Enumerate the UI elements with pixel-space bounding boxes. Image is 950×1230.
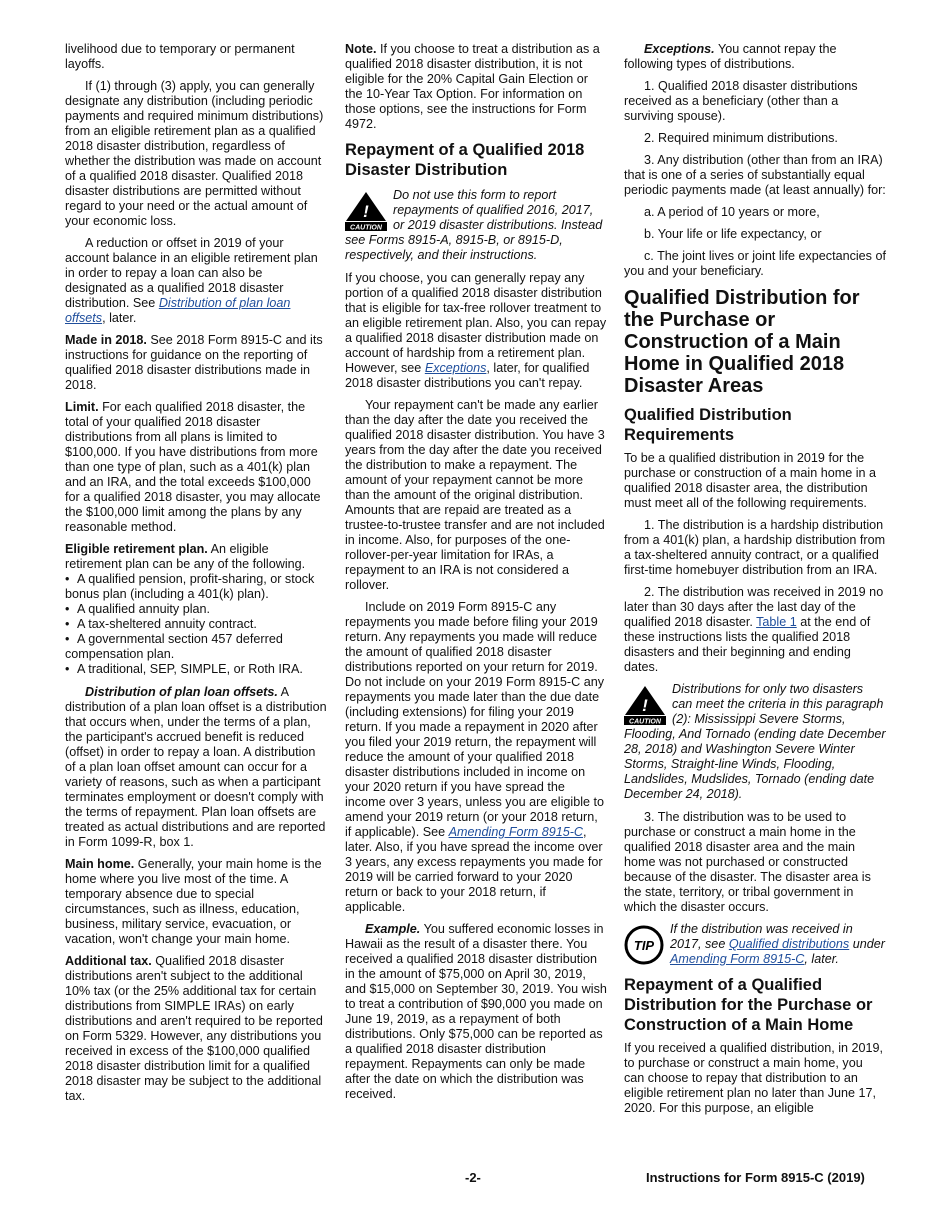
paragraph xyxy=(65,333,327,393)
sub-heading: Qualified Distribution Requirements xyxy=(624,406,792,444)
bullet: • xyxy=(65,617,70,631)
caution-note xyxy=(345,188,607,263)
paragraph: To be a qualified distribution in 2019 for the purchase or construction of a main home in a qualified 2018 disaster area, the distribution must meet all of the following requirements. xyxy=(624,451,877,510)
list-item xyxy=(65,662,327,677)
text: A governmental section 457 deferred compensation plan. xyxy=(65,632,283,661)
paragraph xyxy=(345,600,607,915)
paragraph xyxy=(65,236,327,326)
bullet: • xyxy=(65,632,70,646)
caution-label: CAUTION xyxy=(350,224,382,231)
text: A qualified annuity plan. xyxy=(77,602,211,616)
text: A distribution of a plan loan offset is a distribution that occurs when, under the terms of a plan, the participant's accrued benefit is reduced (offset) in order to repay a loan. A distribution of a plan loan offset amount can occur for a variety of reasons, such as when a participant terminates employment or doesn't comply with the terms of repayment. Plan loan offsets are treated as actual distributions and are reported in Form 1099-R, box 1. xyxy=(65,685,327,849)
text: under xyxy=(849,937,885,951)
list-item: 1. The distribution is a hardship distribution from a 401(k) plan, a hardship distribution from a tax-sheltered annuity contract, or a qualified first-time homebuyer distribution from an IRA. xyxy=(624,518,886,577)
text: For each qualified 2018 disaster, the total of your qualified 2018 disaster distributions from all plans is limited to $100,000. If you have distributions from more than one type of plan, such as a 401(k) plan and an IRA, and the total exceeds $100,000 for a qualified 2018 disaster, you may allocate the $100,000 limit among the plans by any reasonable method. xyxy=(65,400,321,534)
text: , later. Also, if you have spread the income over 3 years, any excess repayments you made for 2019 will be carried forward to your 2020 return or back to your 2018 return, if applicable. xyxy=(345,825,603,914)
qualified-distributions-link[interactable]: Qualified distributions xyxy=(728,937,850,951)
amending-form-link[interactable]: Amending Form 8915-C xyxy=(448,825,584,839)
paragraph xyxy=(65,400,327,535)
text: A reduction or offset in 2019 of your account balance in an eligible retirement plan in order to repay a loan can also be designated as a qualified 2018 disaster distribution. See xyxy=(65,236,318,310)
run-in-heading: Eligible retirement plan. xyxy=(65,542,208,556)
text: Include on 2019 Form 8915-C any repayments you made before filing your 2019 return. Any repayments you made will reduce the amount of qualified 2018 disaster distributions reported on your return for 2019. Do not include on your 2019 Form 8915-C any repayments you made later than the due date (including extensions) for filing your 2019 return. If you made a repayment in 2020 after you filed your 2019 return, the repayment will reduce the amount of your qualified 2018 disaster distributions included in income on your 2020 return if you have spread the income over 3 years, unless you are eligible to amend your 2019 return (or your 2018 return, if applicable). See xyxy=(345,600,605,839)
caution-icon xyxy=(345,191,387,231)
text: 2. The distribution was received in 2019 no later than 30 days after the last day of the qualified 2018 disaster. xyxy=(624,585,884,629)
text: A qualified pension, profit-sharing, or stock bonus plan (including a 401(k) plan). xyxy=(65,572,315,601)
list-item xyxy=(65,632,327,662)
column-2 xyxy=(345,42,607,1109)
paragraph xyxy=(65,954,327,1104)
plan-loan-offsets-link[interactable]: Distribution of plan loan offsets xyxy=(65,296,291,325)
table-1-link[interactable]: Table 1 xyxy=(756,615,797,629)
text: If you choose, you can generally repay any portion of a qualified 2018 disaster distribution that is eligible for tax-free rollover treatment to an eligible retirement plan. Also, you can repay a qualified 2018 disaster distribution made on account of hardship from a retirement plan. However, see xyxy=(345,271,607,375)
sub-heading: Repayment of a Qualified Distribution for the Purchase or Construction of a Main Home xyxy=(624,976,873,1034)
page-number: -2- xyxy=(465,1170,481,1185)
caution-text: Do not use this form to report repayments of qualified 2016, 2017, or 2019 disaster distributions. Instead see Forms 8915-A, 8915-B, or 8915-D, respectively, and their instructions. xyxy=(345,188,603,262)
text: See 2018 Form 8915-C and its instructions for guidance on the reporting of qualified 2018 disaster distributions made in 2018. xyxy=(65,333,323,392)
section-heading: Repayment of a Qualified 2018 Disaster Distribution xyxy=(345,141,585,179)
paragraph xyxy=(65,685,327,850)
paragraph xyxy=(345,922,607,1102)
bullet: • xyxy=(65,602,70,616)
list-item xyxy=(65,617,327,632)
list-item xyxy=(65,572,327,602)
tip-icon xyxy=(624,925,664,965)
text: A tax-sheltered annuity contract. xyxy=(77,617,257,631)
text: You suffered economic losses in Hawaii as the result of a disaster there. You received a qualified 2018 disaster distribution in the amount of $75,000 on April 30, 2019, and $15,000 on September 30, 2019. You wish to treat a contribution of $90,000 you made on June 19, 2019, as a repayment of both distributions. Only $75,000 can be reported as a qualified 2018 disaster distribution repayment. Repayments can only be made after the date on which the distribution was received. xyxy=(345,922,607,1101)
paragraph xyxy=(65,857,327,947)
bullet: • xyxy=(65,572,70,586)
caution-label: CAUTION xyxy=(629,718,661,725)
text: Qualified 2018 disaster distributions aren't subject to the additional 10% tax (or the 25% additional tax for certain distributions from SIMPLE IRAs) on early distributions and aren't required to be reported on Form 5329. However, any distributions you received in excess of the $100,000 qualified 2018 disaster distribution limit for a qualified 2018 disaster may be subject to the additional tax. xyxy=(65,954,323,1103)
run-in-heading: Main home. xyxy=(65,857,135,871)
paragraph: If you received a qualified distribution, in 2019, to purchase or construct a main home, you can choose to repay that distribution to an eligible retirement plan no later than June 17, 2020. For this purpose, an eligible xyxy=(624,1041,884,1115)
major-heading: Qualified Distribution for the Purchase or Construction of a Main Home in Qualified 2018 Disaster Areas xyxy=(624,287,860,397)
run-in-heading: Additional tax. xyxy=(65,954,152,968)
caution-mark: ! xyxy=(642,696,648,715)
run-in-heading: Note. xyxy=(345,42,377,56)
paragraph xyxy=(345,42,607,132)
list-item: 3. Any distribution (other than from an IRA) that is one of a series of substantially equal periodic payments made (at least annually) for: xyxy=(624,153,886,197)
text: , later. xyxy=(804,952,839,966)
document-title: Instructions for Form 8915-C (2019) xyxy=(646,1170,865,1185)
list-item xyxy=(65,602,327,617)
bullet-list xyxy=(65,572,327,677)
tip-note xyxy=(624,922,886,967)
paragraph: Your repayment can't be made any earlier than the day after the date you received the qualified 2018 disaster distribution. You have 3 years from the day after the date you received the distribution to make a repayment. The amount of your repayment cannot be more than the amount of the original distribution. Amounts that are repaid are treated as a trustee-to-trustee transfer and are not included in income. Also, for purposes of the one-rollover-per-year limitation for IRAs, a repayment to an IRA is not considered a rollover. xyxy=(345,398,605,592)
run-in-heading: Example. xyxy=(365,922,421,936)
run-in-heading: Made in 2018. xyxy=(65,333,147,347)
text: Generally, your main home is the home where you live most of the time. A temporary absence due to special circumstances, such as illness, education, business, military service, evacuation, or vacation, won't change your main home. xyxy=(65,857,322,946)
text: A traditional, SEP, SIMPLE, or Roth IRA. xyxy=(77,662,303,676)
list-item: 2. Required minimum distributions. xyxy=(644,131,838,145)
run-in-heading: Distribution of plan loan offsets. xyxy=(85,685,278,699)
amending-form-link[interactable]: Amending Form 8915-C xyxy=(670,952,805,966)
paragraph: If (1) through (3) apply, you can generally designate any distribution (including periodic payments and required minimum distributions) from an eligible retirement plan as a qualified 2018 disaster distribution, regardless of whether the distribution was made on account of a qualified 2018 disaster. Qualified 2018 disaster distributions are permitted without regard to your need or the actual amount of your economic loss. xyxy=(65,79,324,228)
list-item: a. A period of 10 years or more, xyxy=(644,205,820,219)
list-item xyxy=(624,585,886,675)
list-item: 3. The distribution was to be used to purchase or construct a main home in the qualified 2018 disaster area and the main home was not purchased or constructed because of the disaster. The disaster area is the state, territory, or tribal government in which the disaster occurs. xyxy=(624,810,871,914)
text: If you choose to treat a distribution as a qualified 2018 disaster distribution, it is not eligible for the 20% Capital Gain Election or the 10-Year Tax Option. For information on those options, see the instructions for Form 4972. xyxy=(345,42,600,131)
column-3 xyxy=(624,42,886,1123)
text: An eligible retirement plan can be any of the following. xyxy=(65,542,306,571)
caution-mark: ! xyxy=(363,202,369,221)
text: at the end of these instructions lists the qualified 2018 disasters and their beginning and ending dates. xyxy=(624,615,871,674)
paragraph xyxy=(65,542,327,572)
bullet: • xyxy=(65,662,70,676)
exceptions-link[interactable]: Exceptions xyxy=(424,361,487,375)
list-item: 1. Qualified 2018 disaster distributions received as a beneficiary (other than a surviving spouse). xyxy=(624,79,858,123)
run-in-heading: Exceptions. xyxy=(644,42,715,56)
caution-icon xyxy=(624,685,666,725)
caution-text: Distributions for only two disasters can meet the criteria in this paragraph (2): Mississippi Severe Storms, Flooding, And Tornado (ending date December 28, 2018) and Washington Severe Winter Storms, Straight-line Winds, Flooding, Landslides, Mudslides, Tornado (ending date December 24, 2018). xyxy=(624,682,886,801)
list-item: c. The joint lives or joint life expectancies of you and your beneficiary. xyxy=(624,249,886,278)
paragraph: livelihood due to temporary or permanent layoffs. xyxy=(65,42,295,71)
paragraph xyxy=(624,42,886,72)
caution-note xyxy=(624,682,886,802)
text: , later. xyxy=(102,311,137,325)
paragraph xyxy=(345,271,607,391)
text: You cannot repay the following types of distributions. xyxy=(624,42,837,71)
tip-label: TIP xyxy=(633,938,655,953)
column-1 xyxy=(65,42,327,1111)
run-in-heading: Limit. xyxy=(65,400,99,414)
text: If the distribution was received in 2017, see xyxy=(670,922,853,951)
text: , later, for qualified 2018 disaster distributions you can't repay. xyxy=(345,361,590,390)
list-item: b. Your life or life expectancy, or xyxy=(644,227,822,241)
